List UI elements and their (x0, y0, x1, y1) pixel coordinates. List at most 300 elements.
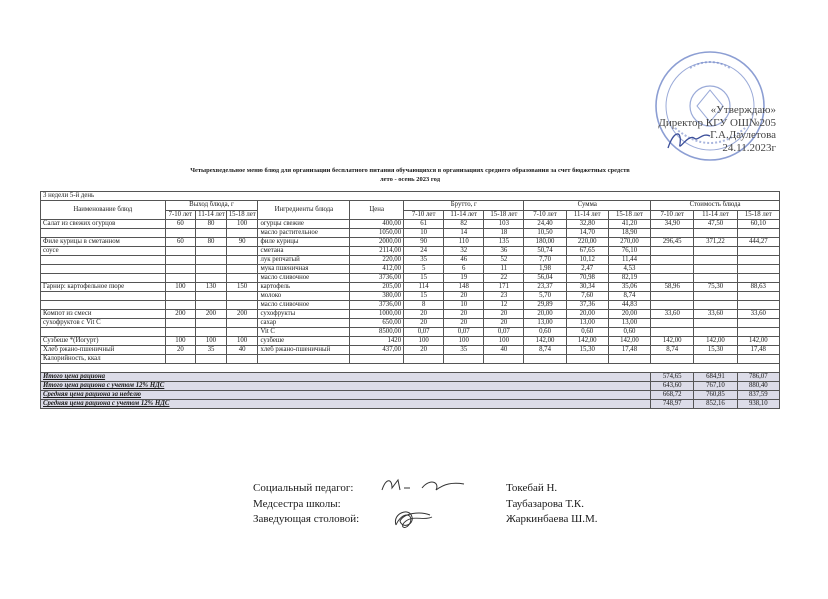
approval-heading: «Утверждаю» (710, 104, 776, 116)
sum-cell: 20,00 (608, 310, 650, 319)
output-cell (196, 256, 227, 265)
price-cell: 3736,00 (350, 301, 404, 310)
output-cell (196, 229, 227, 238)
table-row (41, 247, 780, 256)
gross-cell: 6 (444, 265, 484, 274)
total-value: 748,97 (651, 400, 694, 409)
gross-cell: 19 (444, 274, 484, 283)
output-cell (226, 247, 258, 256)
age-label: 15-18 лет (608, 210, 650, 220)
dish-name-cell (41, 265, 166, 274)
gross-cell: 20 (484, 310, 524, 319)
output-cell: 60 (165, 220, 196, 229)
cost-cell (737, 328, 779, 337)
gross-cell: 0,07 (444, 328, 484, 337)
sum-cell: 18,90 (608, 229, 650, 238)
sum-cell: 10,50 (524, 229, 566, 238)
gross-cell: 24 (404, 247, 444, 256)
output-cell (226, 229, 258, 238)
cost-cell (737, 319, 779, 328)
menu-table (40, 191, 780, 409)
cost-cell (694, 355, 737, 364)
output-cell (196, 319, 227, 328)
cost-cell (651, 274, 694, 283)
gross-cell: 5 (404, 265, 444, 274)
sum-cell: 5,70 (524, 292, 566, 301)
total-label: Итого цена рациона (41, 373, 651, 382)
price-cell: 412,00 (350, 265, 404, 274)
output-cell (196, 274, 227, 283)
header-dish-name: Наименование блюд (41, 201, 166, 220)
cost-cell (737, 292, 779, 301)
cost-cell: 88,63 (737, 283, 779, 292)
output-cell (165, 274, 196, 283)
gross-cell: 22 (484, 274, 524, 283)
sum-cell: 142,00 (566, 337, 608, 346)
ingredient-cell (258, 355, 350, 364)
sum-cell: 142,00 (608, 337, 650, 346)
output-cell (165, 247, 196, 256)
cost-cell: 47,50 (694, 220, 737, 229)
blank-cell (41, 364, 780, 373)
output-cell (196, 328, 227, 337)
cost-cell: 33,60 (737, 310, 779, 319)
ingredient-cell: Vit C (258, 328, 350, 337)
sum-cell: 13,00 (608, 319, 650, 328)
price-cell: 8500,00 (350, 328, 404, 337)
signature-role: Заведующая столовой: (253, 513, 360, 525)
cost-cell: 142,00 (737, 337, 779, 346)
gross-cell: 15 (404, 292, 444, 301)
total-value: 880,40 (737, 382, 779, 391)
dish-name-cell (41, 301, 166, 310)
gross-cell: 36 (484, 247, 524, 256)
gross-cell: 35 (444, 346, 484, 355)
cost-cell (694, 319, 737, 328)
cost-cell: 142,00 (651, 337, 694, 346)
cost-cell (651, 301, 694, 310)
age-label: 15-18 лет (226, 210, 258, 220)
gross-cell: 0,07 (404, 328, 444, 337)
cost-cell (694, 328, 737, 337)
output-cell (165, 355, 196, 364)
header-ingredients: Ингредиенты блюда (258, 201, 350, 220)
dish-name-cell: Филе курицы в сметанном (41, 238, 166, 247)
sum-cell (608, 355, 650, 364)
price-cell: 205,00 (350, 283, 404, 292)
signature-name: Жаркинбаева Ш.М. (506, 513, 598, 525)
ingredient-cell: огурцы свежие (258, 220, 350, 229)
sum-cell: 70,98 (566, 274, 608, 283)
sum-cell: 30,34 (566, 283, 608, 292)
table-row (41, 274, 780, 283)
gross-cell (404, 355, 444, 364)
ingredient-cell: хлеб ржано-пшеничный (258, 346, 350, 355)
signature-role: Медсестра школы: (253, 497, 341, 510)
output-cell: 40 (226, 346, 258, 355)
sum-cell: 50,74 (524, 247, 566, 256)
sum-cell: 180,00 (524, 238, 566, 247)
output-cell (226, 319, 258, 328)
sum-cell: 23,37 (524, 283, 566, 292)
table-row (41, 301, 780, 310)
total-value: 767,10 (694, 382, 737, 391)
cost-cell: 60,10 (737, 220, 779, 229)
output-cell: 60 (165, 238, 196, 247)
gross-cell: 20 (444, 319, 484, 328)
age-label: 15-18 лет (484, 210, 524, 220)
cost-cell (651, 319, 694, 328)
table-row (41, 346, 780, 355)
dish-name-cell (41, 256, 166, 265)
cost-cell: 142,00 (694, 337, 737, 346)
output-cell (165, 328, 196, 337)
dish-name-cell (41, 274, 166, 283)
sum-cell: 56,04 (524, 274, 566, 283)
table-row (41, 238, 780, 247)
output-cell (165, 301, 196, 310)
output-cell (196, 247, 227, 256)
output-cell (226, 256, 258, 265)
ingredient-cell: сахар (258, 319, 350, 328)
total-label: Средняя цена рациона за неделю (41, 391, 651, 400)
ingredient-cell: картофель (258, 283, 350, 292)
age-label: 11-14 лет (694, 210, 737, 220)
gross-cell: 20 (444, 292, 484, 301)
output-cell: 200 (226, 310, 258, 319)
table-row (41, 265, 780, 274)
sum-cell: 20,00 (566, 310, 608, 319)
sum-cell: 67,65 (566, 247, 608, 256)
gross-cell: 0,07 (484, 328, 524, 337)
cost-cell (694, 301, 737, 310)
price-cell (350, 355, 404, 364)
ingredient-cell: сухофрукты (258, 310, 350, 319)
gross-cell (444, 355, 484, 364)
dish-name-cell: Сузбеше *(Йогурт) (41, 337, 166, 346)
output-cell (226, 265, 258, 274)
menu-table-body (41, 192, 780, 409)
gross-cell: 10 (444, 301, 484, 310)
sum-cell: 220,00 (566, 238, 608, 247)
total-value: 852,16 (694, 400, 737, 409)
cost-cell (737, 274, 779, 283)
sum-cell: 76,10 (608, 247, 650, 256)
gross-cell: 20 (404, 310, 444, 319)
table-row (41, 283, 780, 292)
output-cell (165, 319, 196, 328)
gross-cell: 171 (484, 283, 524, 292)
dish-name-cell: Гарнир: картофельное пюре (41, 283, 166, 292)
cost-cell (737, 229, 779, 238)
gross-cell: 110 (444, 238, 484, 247)
price-cell: 220,00 (350, 256, 404, 265)
output-cell (226, 355, 258, 364)
sum-cell: 13,00 (566, 319, 608, 328)
total-label: Итого цена рациона с учетом 12% НДС (41, 382, 651, 391)
signature-name: Токебай Н. (506, 482, 558, 494)
gross-cell: 82 (444, 220, 484, 229)
gross-cell: 40 (484, 346, 524, 355)
menu-title-line: Четырехведельное меню блюд для организации бесплатного питания обучающихся в организациях среднего образования за счет бюджетных средств (190, 167, 630, 174)
cost-cell (694, 256, 737, 265)
cost-cell (651, 265, 694, 274)
cost-cell (694, 274, 737, 283)
price-cell: 1420 (350, 337, 404, 346)
output-cell: 35 (196, 346, 227, 355)
gross-cell: 20 (404, 346, 444, 355)
signature-role: Социальный педагог: (253, 482, 354, 494)
ingredient-cell: масло сливочное (258, 301, 350, 310)
gross-cell: 20 (444, 310, 484, 319)
approval-date: 24.11.2023г (722, 141, 776, 154)
gross-cell: 12 (484, 301, 524, 310)
table-row (41, 319, 780, 328)
gross-cell: 14 (444, 229, 484, 238)
sum-cell: 7,70 (524, 256, 566, 265)
total-row (41, 400, 780, 409)
output-cell (196, 292, 227, 301)
output-cell: 100 (226, 337, 258, 346)
dish-name-cell: Калорийность, ккал (41, 355, 166, 364)
header-cost: Стоимость блюда (651, 201, 780, 211)
director-signature (664, 126, 716, 156)
sum-cell (524, 355, 566, 364)
age-label: 15-18 лет (737, 210, 779, 220)
output-cell: 200 (196, 310, 227, 319)
cost-cell (651, 355, 694, 364)
signature-name: Таубазарова Т.К. (506, 497, 584, 510)
gross-cell: 18 (484, 229, 524, 238)
dish-name-cell (41, 229, 166, 238)
sum-cell: 35,06 (608, 283, 650, 292)
age-label: 7-10 лет (165, 210, 196, 220)
sum-cell: 37,36 (566, 301, 608, 310)
cost-cell (694, 229, 737, 238)
table-row (41, 328, 780, 337)
sum-cell: 15,30 (566, 346, 608, 355)
dish-name-cell (41, 328, 166, 337)
sum-cell: 0,60 (608, 328, 650, 337)
gross-cell: 114 (404, 283, 444, 292)
sum-cell: 7,60 (566, 292, 608, 301)
cost-cell: 34,90 (651, 220, 694, 229)
gross-cell: 90 (404, 238, 444, 247)
age-label: 7-10 лет (651, 210, 694, 220)
sum-cell: 24,40 (524, 220, 566, 229)
output-cell: 100 (196, 337, 227, 346)
cost-cell: 58,96 (651, 283, 694, 292)
price-cell: 400,00 (350, 220, 404, 229)
price-cell: 2000,00 (350, 238, 404, 247)
price-cell: 1050,00 (350, 229, 404, 238)
total-value: 760,85 (694, 391, 737, 400)
dish-name-cell: сухофруктов с Vit C (41, 319, 166, 328)
dish-name-cell: Салат из свежих огурцов (41, 220, 166, 229)
output-cell (226, 328, 258, 337)
sum-cell: 10,12 (566, 256, 608, 265)
sum-cell: 17,48 (608, 346, 650, 355)
header-price: Цена (350, 201, 404, 220)
output-cell (196, 301, 227, 310)
output-cell (226, 292, 258, 301)
price-cell: 1000,00 (350, 310, 404, 319)
gross-cell: 100 (404, 337, 444, 346)
total-value: 668,72 (651, 391, 694, 400)
gross-cell: 32 (444, 247, 484, 256)
table-row (41, 256, 780, 265)
gross-cell: 52 (484, 256, 524, 265)
sum-cell: 29,89 (524, 301, 566, 310)
cost-cell: 444,27 (737, 238, 779, 247)
table-row (41, 337, 780, 346)
ingredient-cell: мука пшеничная (258, 265, 350, 274)
gross-cell: 15 (404, 274, 444, 283)
output-cell: 150 (226, 283, 258, 292)
output-cell (165, 229, 196, 238)
output-cell (226, 301, 258, 310)
sum-cell: 2,47 (566, 265, 608, 274)
gross-cell: 100 (484, 337, 524, 346)
output-cell: 100 (226, 220, 258, 229)
sum-cell: 1,98 (524, 265, 566, 274)
total-row (41, 391, 780, 400)
gross-cell: 103 (484, 220, 524, 229)
cost-cell: 75,30 (694, 283, 737, 292)
cost-cell (651, 256, 694, 265)
total-row (41, 373, 780, 382)
ingredient-cell: сузбеше (258, 337, 350, 346)
sum-cell: 0,60 (566, 328, 608, 337)
output-cell: 80 (196, 238, 227, 247)
table-row (41, 292, 780, 301)
cost-cell (737, 355, 779, 364)
output-cell: 130 (196, 283, 227, 292)
sum-cell: 270,00 (608, 238, 650, 247)
sum-cell: 0,60 (524, 328, 566, 337)
gross-cell: 135 (484, 238, 524, 247)
sum-cell: 8,74 (524, 346, 566, 355)
output-cell (165, 256, 196, 265)
gross-cell: 148 (444, 283, 484, 292)
cost-cell (694, 247, 737, 256)
gross-cell: 10 (404, 229, 444, 238)
cost-cell (737, 247, 779, 256)
table-row (41, 220, 780, 229)
approval-position: Директор КГУ ОШ№205 (658, 116, 776, 129)
sum-cell: 82,19 (608, 274, 650, 283)
output-cell: 80 (196, 220, 227, 229)
price-cell: 437,00 (350, 346, 404, 355)
table-row (41, 355, 780, 364)
gross-cell: 35 (404, 256, 444, 265)
week-label: 3 недели 5-й день (41, 192, 780, 201)
price-cell: 2114,00 (350, 247, 404, 256)
sum-cell: 142,00 (524, 337, 566, 346)
gross-cell: 61 (404, 220, 444, 229)
dish-name-cell: Компот из смеси (41, 310, 166, 319)
age-label: 11-14 лет (566, 210, 608, 220)
handwritten-signature (378, 474, 468, 498)
sum-cell: 41,20 (608, 220, 650, 229)
ingredient-cell: масло растительное (258, 229, 350, 238)
dish-name-cell: Хлеб ржано-пшеничный (41, 346, 166, 355)
total-value: 786,07 (737, 373, 779, 382)
table-row (41, 310, 780, 319)
cost-cell (737, 256, 779, 265)
menu-title (40, 166, 780, 184)
output-cell (196, 355, 227, 364)
ingredient-cell: лук репчатый (258, 256, 350, 265)
cost-cell (737, 265, 779, 274)
output-cell (196, 265, 227, 274)
age-label: 11-14 лет (444, 210, 484, 220)
output-cell: 20 (165, 346, 196, 355)
output-cell (165, 265, 196, 274)
age-label: 7-10 лет (524, 210, 566, 220)
cost-cell: 15,30 (694, 346, 737, 355)
cost-cell: 296,45 (651, 238, 694, 247)
sum-cell: 14,70 (566, 229, 608, 238)
header-gross: Брутто, г (404, 201, 524, 211)
sum-cell: 4,53 (608, 265, 650, 274)
gross-cell: 11 (484, 265, 524, 274)
sum-cell: 32,80 (566, 220, 608, 229)
total-value: 684,91 (694, 373, 737, 382)
output-cell (165, 292, 196, 301)
output-cell (226, 274, 258, 283)
total-value: 837,59 (737, 391, 779, 400)
table-row (41, 229, 780, 238)
sum-cell: 11,44 (608, 256, 650, 265)
cost-cell: 17,48 (737, 346, 779, 355)
dish-name-cell (41, 292, 166, 301)
total-row (41, 382, 780, 391)
cost-cell (651, 229, 694, 238)
cost-cell (737, 301, 779, 310)
header-row (41, 201, 780, 211)
output-cell: 200 (165, 310, 196, 319)
gross-cell: 46 (444, 256, 484, 265)
ingredient-cell: масло сливочное (258, 274, 350, 283)
blank-row (41, 364, 780, 373)
week-row (41, 192, 780, 201)
ingredient-cell: молоко (258, 292, 350, 301)
header-sum: Сумма (524, 201, 651, 211)
sum-cell: 8,74 (608, 292, 650, 301)
cost-cell (651, 328, 694, 337)
cost-cell: 8,74 (651, 346, 694, 355)
sum-cell: 44,83 (608, 301, 650, 310)
price-cell: 3736,00 (350, 274, 404, 283)
menu-season: лето - осень 2023 год (380, 176, 440, 183)
cost-cell (694, 265, 737, 274)
gross-cell: 20 (484, 319, 524, 328)
total-label: Средняя цена рациона с учетом 12% НДС (41, 400, 651, 409)
ingredient-cell: сметана (258, 247, 350, 256)
gross-cell: 20 (404, 319, 444, 328)
output-cell: 100 (165, 283, 196, 292)
cost-cell (651, 292, 694, 301)
cost-cell (651, 247, 694, 256)
output-cell: 100 (165, 337, 196, 346)
gross-cell: 8 (404, 301, 444, 310)
dish-name-cell: соусе (41, 247, 166, 256)
gross-cell: 23 (484, 292, 524, 301)
total-value: 643,60 (651, 382, 694, 391)
total-value: 938,10 (737, 400, 779, 409)
cost-cell: 371,22 (694, 238, 737, 247)
